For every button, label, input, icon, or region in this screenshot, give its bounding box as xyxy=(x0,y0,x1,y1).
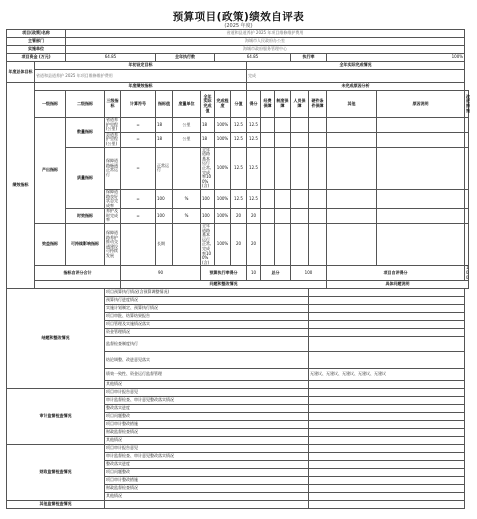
executed-label: 全年执行数 xyxy=(156,54,215,62)
indicator-unit: % xyxy=(173,209,201,224)
empty-cell xyxy=(275,132,291,147)
empty-cell xyxy=(291,147,309,189)
empty-cell xyxy=(275,209,291,224)
dept-label: 主管部门 xyxy=(7,38,66,46)
empty-cell xyxy=(309,132,327,147)
empty-cell xyxy=(377,132,465,147)
col-unit: 度量单位 xyxy=(173,91,201,118)
grade-value: 100 xyxy=(466,265,469,280)
section-label: 结题和整改情况 xyxy=(7,289,105,389)
problem-item: 项目审批、结算结果报告 xyxy=(105,313,309,321)
empty-cell xyxy=(465,132,469,147)
problem-item: 结论调整、改进意见落实 xyxy=(105,352,309,369)
footer-label: 其他监督检查情况 xyxy=(7,501,105,509)
indicator-degree: 100% xyxy=(215,189,231,208)
indicator-unit: 公里 xyxy=(173,132,201,147)
project-name-row xyxy=(7,30,469,38)
problem-item-row xyxy=(7,389,469,397)
totals-row xyxy=(7,266,469,281)
col-target: 指标值 xyxy=(156,91,173,118)
indicator-op: = xyxy=(121,209,156,224)
empty-cell xyxy=(261,132,275,147)
budget-label: 项目资金 (万元) xyxy=(7,54,66,62)
indicator-op: = xyxy=(121,189,156,208)
unmet-label: 未完成原因分析 xyxy=(247,83,465,91)
indicator-score: 20 xyxy=(231,209,247,224)
empty-cell xyxy=(377,224,465,266)
col-staff: 人员保障 xyxy=(291,91,309,118)
indicator-target: 18 xyxy=(156,132,173,147)
unit-row xyxy=(7,46,469,54)
problem-answer xyxy=(309,313,465,321)
problems-header-row xyxy=(7,281,469,289)
problem-item: 预算执行进度情况 xyxy=(105,297,309,305)
project-name-label: 项目(政策)名称 xyxy=(7,30,66,38)
indicator-actual: 100 xyxy=(201,209,215,224)
empty-cell xyxy=(465,224,469,266)
problem-answer xyxy=(309,461,465,469)
col-other: 其他 xyxy=(327,91,377,118)
indicator-actual: 全年道路基本运行正常,完成率100%(含) xyxy=(201,147,215,189)
indicator-l2: 质量指标 xyxy=(66,147,105,209)
goals-planned-value: 省道和县道养护 2025 年项目维修维护费用 xyxy=(35,70,247,83)
project-name-value: 省道和县道养护 2025 年项目维修维护费用 xyxy=(66,30,465,38)
problem-answer xyxy=(309,305,465,313)
problem-item: 项目审计整改措施 xyxy=(105,421,309,429)
empty-cell xyxy=(377,147,465,189)
executed-value: 64.85 xyxy=(215,54,291,62)
col-l3: 三级指标 xyxy=(105,91,121,118)
problems-header-right: 具体问题说明 xyxy=(327,281,469,289)
problem-item: 整改落实进度 xyxy=(105,405,309,413)
problem-item: 其他情况 xyxy=(105,437,309,445)
problem-item: 项目问题整改 xyxy=(105,469,309,477)
form-title: 预算项目(政策)绩效自评表 xyxy=(172,11,305,23)
unit-label: 实施单位 xyxy=(7,46,66,54)
empty-cell xyxy=(465,147,469,189)
indicator-op: = xyxy=(121,132,156,147)
indicator-degree: 100% xyxy=(215,147,231,189)
goals-header-row xyxy=(7,62,469,70)
problem-answer xyxy=(309,493,465,501)
empty-cell xyxy=(465,189,469,208)
empty-cell xyxy=(275,118,291,133)
indicator-op: = xyxy=(121,118,156,133)
problem-item: 项目审计整改措施 xyxy=(105,477,309,485)
indicator-score: 12.5 xyxy=(231,118,247,133)
problem-item: 其他情况 xyxy=(105,381,309,389)
indicator-got: 12.5 xyxy=(247,147,261,189)
problem-answer xyxy=(309,437,465,445)
indicator-unit: 公里 xyxy=(173,118,201,133)
level1-effect: 效益指标 xyxy=(35,224,66,266)
indicator-l3: 保障道路畅通正常运行 xyxy=(105,147,121,189)
budget-score-label: 预算执行率得分 xyxy=(201,266,247,281)
problem-answer xyxy=(309,429,465,437)
indicator-l2: 时效指标 xyxy=(66,209,105,224)
indicator-l2: 数量指标 xyxy=(66,118,105,148)
indicators-header-row xyxy=(7,83,469,91)
empty-cell xyxy=(327,189,377,208)
empty-cell xyxy=(309,147,327,189)
problem-item: 整改落实进度 xyxy=(105,461,309,469)
indicator-l3: 养护及时完成率 xyxy=(105,209,121,224)
empty-cell xyxy=(275,147,291,189)
problem-item: 审计监督检查、审计意见整改落实情况 xyxy=(105,397,309,405)
problem-answer xyxy=(309,413,465,421)
problem-item-row xyxy=(7,445,469,453)
col-score: 分值 xyxy=(231,91,247,118)
problem-answer xyxy=(309,397,465,405)
budget-value: 64.85 xyxy=(66,54,156,62)
indicator-target: 长期 xyxy=(156,224,173,266)
problem-item: 项目问题整改 xyxy=(105,413,309,421)
indicator-op xyxy=(121,224,156,266)
empty-cell xyxy=(291,118,309,133)
problem-answer xyxy=(309,453,465,461)
empty-cell xyxy=(261,189,275,208)
problem-answer xyxy=(309,421,465,429)
col-reason: 原因说明 xyxy=(377,91,465,118)
indicator-score: 12.5 xyxy=(231,132,247,147)
empty-cell xyxy=(327,224,377,266)
overall-value: 100 xyxy=(291,266,327,281)
empty-cell xyxy=(291,132,309,147)
perf-label: 年度绩效指标 xyxy=(35,83,247,91)
unit-value: 海城市政府服务管理中心 xyxy=(66,46,465,54)
problem-item: 审计监督检查、审计意见整改落实情况 xyxy=(105,453,309,461)
problem-item: 项目审计报告意见 xyxy=(105,389,309,397)
form-year: (2025 年度) xyxy=(224,23,253,29)
indicator-l3: 县道养护里程(公里) xyxy=(105,132,121,147)
problem-item: 实施计划制定、预算执行情况 xyxy=(105,305,309,313)
col-got: 得分 xyxy=(247,91,261,118)
empty-cell xyxy=(465,118,469,133)
empty-cell xyxy=(261,147,275,189)
footer-answer xyxy=(309,501,465,509)
indicator-row xyxy=(7,147,469,189)
empty-cell xyxy=(309,209,327,224)
empty-cell xyxy=(261,224,275,266)
problem-answer xyxy=(309,469,465,477)
problem-item: 监督检查制度执行 xyxy=(105,337,309,352)
col-l2: 二级指标 xyxy=(66,91,105,118)
footer-item xyxy=(105,501,309,509)
indicator-degree: 100% xyxy=(215,209,231,224)
problem-answer xyxy=(309,321,465,329)
indicator-got: 12.5 xyxy=(247,189,261,208)
empty-cell xyxy=(465,209,469,224)
problem-item: 财政监督检查情况 xyxy=(105,429,309,437)
empty-cell xyxy=(291,189,309,208)
indicator-l3: 保障道路养护推动交通建设可持续发展 xyxy=(105,224,121,266)
rate-value: 100% xyxy=(327,54,465,62)
indicator-target: 100 xyxy=(156,209,173,224)
indicators-section-label: 绩效指标 xyxy=(7,83,35,289)
problem-answer xyxy=(309,329,465,337)
col-degree: 完成程度 xyxy=(215,91,231,118)
problem-answer xyxy=(309,445,465,453)
problem-answer xyxy=(309,405,465,413)
empty-cell xyxy=(291,224,309,266)
indicator-unit xyxy=(173,147,201,189)
evaluation-table xyxy=(6,29,469,509)
indicator-got: 12.5 xyxy=(247,132,261,147)
rate-label: 执行率 xyxy=(291,54,327,62)
empty-cell xyxy=(377,189,465,208)
empty-cell xyxy=(377,118,465,133)
problem-item: 项目预算执行情况(含预算调整情况) xyxy=(105,289,309,297)
problem-answer xyxy=(309,352,465,369)
problem-answer xyxy=(309,289,465,297)
indicator-got: 12.5 xyxy=(247,118,261,133)
problem-item-row xyxy=(7,289,469,297)
problems-header-left: 问题和整改情况 xyxy=(121,281,327,289)
indicator-degree: 100% xyxy=(215,118,231,133)
problem-item: 绩效一致性、资金运行监督管理 xyxy=(105,369,309,381)
col-hardware: 硬件条件保障 xyxy=(309,91,327,118)
empty-cell xyxy=(327,209,377,224)
indicator-degree: 100% xyxy=(215,224,231,266)
empty-cell xyxy=(327,132,377,147)
col-op: 计算符号 xyxy=(121,91,156,118)
total-value: 90 xyxy=(121,266,201,281)
level1-output: 产出指标 xyxy=(35,118,66,224)
indicator-unit xyxy=(173,224,201,266)
problem-answer xyxy=(309,297,465,305)
total-label: 指标自评分合计 xyxy=(35,266,121,281)
empty-cell xyxy=(309,224,327,266)
empty-cell xyxy=(327,118,377,133)
indicator-l3: 省道养护里程(公里) xyxy=(105,118,121,133)
indicator-unit: % xyxy=(173,189,201,208)
empty-cell xyxy=(309,118,327,133)
indicator-row xyxy=(7,118,469,133)
indicator-actual: 100 xyxy=(201,189,215,208)
empty-cell xyxy=(377,209,465,224)
problem-answer xyxy=(309,477,465,485)
indicator-row xyxy=(7,209,469,224)
indicator-got: 20 xyxy=(247,209,261,224)
problem-item: 项目管理及实施情况落实 xyxy=(105,321,309,329)
empty-cell xyxy=(261,118,275,133)
col-funding: 经费保障 xyxy=(261,91,275,118)
indicator-op: = xyxy=(121,147,156,189)
section-label: 审计监督检查情况 xyxy=(7,389,105,445)
goals-content-row xyxy=(7,70,469,83)
problem-answer xyxy=(309,389,465,397)
indicator-row xyxy=(7,224,469,266)
overall-label: 总分 xyxy=(261,266,291,281)
indicator-target: 100 xyxy=(156,189,173,208)
dept-value: 海城市人民政府办公室 xyxy=(66,38,465,46)
col-l1: 一级指标 xyxy=(35,91,66,118)
indicator-l2: 可持续影响指标 xyxy=(66,224,105,266)
goals-actual-value: 完成 xyxy=(247,70,465,83)
indicator-got: 20 xyxy=(247,224,261,266)
grade-label: 项目自评得分 xyxy=(327,266,465,281)
indicator-degree: 100% xyxy=(215,132,231,147)
empty-cell xyxy=(309,189,327,208)
problem-item: 财政监督检查情况 xyxy=(105,485,309,493)
indicator-l3: 保障道路良好状态完成率 xyxy=(105,189,121,208)
problem-answer xyxy=(309,337,465,352)
problem-answer xyxy=(309,485,465,493)
indicator-target: 18 xyxy=(156,118,173,133)
empty-cell xyxy=(275,189,291,208)
goals-actual-label: 全年实际完成情况 xyxy=(247,62,465,70)
problem-answer: 无建议、无建议、无建议、无建议、无建议 xyxy=(309,369,465,381)
indicator-score: 20 xyxy=(231,224,247,266)
indicator-target: 正常运行 xyxy=(156,147,173,189)
problem-answer xyxy=(309,381,465,389)
dept-row xyxy=(7,38,469,46)
problem-item: 资金管理情况 xyxy=(105,329,309,337)
col-system: 制度保障 xyxy=(275,91,291,118)
empty-cell xyxy=(275,224,291,266)
goals-section-label: 年度总体目标 xyxy=(7,62,35,83)
empty-cell xyxy=(291,209,309,224)
indicator-actual: 18 xyxy=(201,118,215,133)
problem-item: 项目审计报告意见 xyxy=(105,445,309,453)
section-label: 财政监督检查情况 xyxy=(7,445,105,501)
problems-corner xyxy=(35,281,121,289)
indicator-score: 12.5 xyxy=(231,189,247,208)
budget-score-value: 10 xyxy=(247,266,261,281)
budget-row xyxy=(7,54,469,62)
empty-cell xyxy=(261,209,275,224)
indicator-actual: 18 xyxy=(201,132,215,147)
indicators-columns-row xyxy=(7,91,469,118)
indicator-actual: 全年道路基本运行正常,完成率100%(含) xyxy=(201,224,215,266)
indicator-score: 12.5 xyxy=(231,147,247,189)
problem-item: 其他情况 xyxy=(105,493,309,501)
empty-cell xyxy=(327,147,377,189)
footer-row xyxy=(7,501,469,509)
col-actual: 全年实际完成值 xyxy=(201,91,215,118)
goals-planned-label: 年初设定目标 xyxy=(35,62,247,70)
col-improve: 改进措施 xyxy=(465,91,469,118)
